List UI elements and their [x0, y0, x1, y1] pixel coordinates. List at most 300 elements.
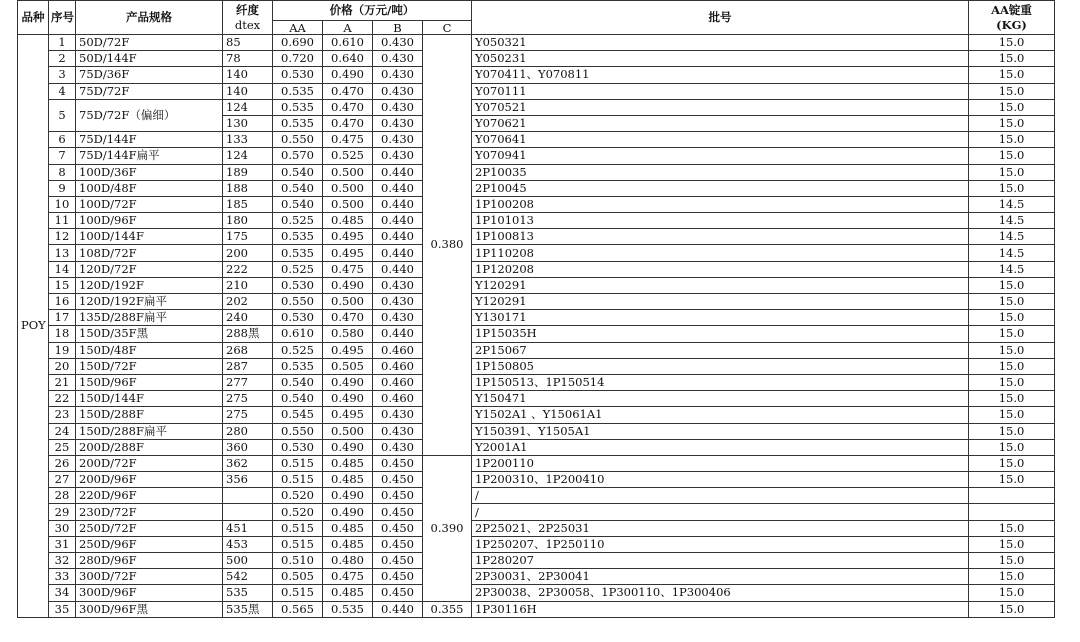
fineness-dtex: 189 — [223, 164, 273, 180]
aa-spindle-weight: 15.0 — [969, 391, 1055, 407]
price-a: 0.490 — [323, 67, 373, 83]
aa-spindle-weight: 15.0 — [969, 342, 1055, 358]
table-row — [18, 35, 1055, 51]
price-b: 0.430 — [373, 294, 423, 310]
price-a: 0.475 — [323, 132, 373, 148]
price-aa: 0.530 — [273, 310, 323, 326]
aa-spindle-weight: 15.0 — [969, 536, 1055, 552]
aa-spindle-weight: 15.0 — [969, 553, 1055, 569]
price-b: 0.430 — [373, 310, 423, 326]
table-row — [18, 407, 1055, 423]
price-a: 0.490 — [323, 504, 373, 520]
row-number: 4 — [49, 83, 76, 99]
price-a: 0.495 — [323, 245, 373, 261]
aa-spindle-weight: 15.0 — [969, 569, 1055, 585]
batch-number: 2P10045 — [472, 180, 969, 196]
table-row — [18, 374, 1055, 390]
row-number: 5 — [49, 99, 76, 131]
price-aa: 0.540 — [273, 180, 323, 196]
fineness-dtex: 85 — [223, 35, 273, 51]
price-b: 0.460 — [373, 358, 423, 374]
table-row — [18, 423, 1055, 439]
price-a: 0.500 — [323, 180, 373, 196]
product-spec: 100D/72F — [76, 196, 223, 212]
fineness-dtex: 78 — [223, 51, 273, 67]
aa-spindle-weight: 15.0 — [969, 294, 1055, 310]
table-row — [18, 148, 1055, 164]
product-spec: 150D/144F — [76, 391, 223, 407]
table-row — [18, 342, 1055, 358]
product-spec: 150D/72F — [76, 358, 223, 374]
product-spec: 75D/72F（偏细） — [76, 99, 223, 131]
fineness-dtex: 133 — [223, 132, 273, 148]
batch-number: 2P25021、2P25031 — [472, 520, 969, 536]
price-a: 0.640 — [323, 51, 373, 67]
product-spec: 100D/48F — [76, 180, 223, 196]
price-a: 0.490 — [323, 374, 373, 390]
table-row — [18, 439, 1055, 455]
batch-number: 1P101013 — [472, 213, 969, 229]
product-spec: 280D/96F — [76, 553, 223, 569]
price-b: 0.430 — [373, 423, 423, 439]
table-row — [18, 51, 1055, 67]
product-spec: 100D/36F — [76, 164, 223, 180]
batch-number: 1P110208 — [472, 245, 969, 261]
row-number: 19 — [49, 342, 76, 358]
fineness-dtex: 185 — [223, 196, 273, 212]
fineness-dtex: 451 — [223, 520, 273, 536]
variety-cell: POY — [18, 35, 49, 618]
row-number: 27 — [49, 472, 76, 488]
row-number: 1 — [49, 35, 76, 51]
table-row — [18, 601, 1055, 617]
price-aa: 0.525 — [273, 213, 323, 229]
price-aa: 0.530 — [273, 277, 323, 293]
header-fineness — [223, 1, 273, 35]
table-row — [18, 310, 1055, 326]
header-grade-c: C — [423, 21, 472, 35]
aa-spindle-weight: 15.0 — [969, 585, 1055, 601]
price-a: 0.485 — [323, 536, 373, 552]
batch-number: Y120291 — [472, 277, 969, 293]
price-b: 0.430 — [373, 51, 423, 67]
price-b: 0.460 — [373, 374, 423, 390]
product-spec: 100D/96F — [76, 213, 223, 229]
table-row — [18, 553, 1055, 569]
row-number: 35 — [49, 601, 76, 617]
product-spec: 100D/144F — [76, 229, 223, 245]
batch-number: Y070411、Y070811 — [472, 67, 969, 83]
table-row — [18, 180, 1055, 196]
table-row — [18, 164, 1055, 180]
product-spec: 50D/72F — [76, 35, 223, 51]
aa-spindle-weight: 14.5 — [969, 196, 1055, 212]
batch-number: 1P100208 — [472, 196, 969, 212]
price-aa: 0.565 — [273, 601, 323, 617]
aa-spindle-weight: 15.0 — [969, 326, 1055, 342]
price-a: 0.480 — [323, 553, 373, 569]
product-spec: 120D/72F — [76, 261, 223, 277]
price-a: 0.500 — [323, 423, 373, 439]
price-a: 0.485 — [323, 455, 373, 471]
price-aa: 0.535 — [273, 245, 323, 261]
batch-number: Y120291 — [472, 294, 969, 310]
batch-number: Y050321 — [472, 35, 969, 51]
table-row — [18, 294, 1055, 310]
price-a: 0.500 — [323, 196, 373, 212]
aa-spindle-weight: 15.0 — [969, 358, 1055, 374]
table-row — [18, 326, 1055, 342]
product-spec: 120D/192F — [76, 277, 223, 293]
product-spec: 50D/144F — [76, 51, 223, 67]
table-row — [18, 520, 1055, 536]
fineness-dtex: 277 — [223, 374, 273, 390]
price-a: 0.580 — [323, 326, 373, 342]
header-weight-unit: (KG) — [996, 17, 1027, 32]
product-spec: 250D/96F — [76, 536, 223, 552]
fineness-dtex: 280 — [223, 423, 273, 439]
aa-spindle-weight: 15.0 — [969, 277, 1055, 293]
aa-spindle-weight: 15.0 — [969, 67, 1055, 83]
row-number: 24 — [49, 423, 76, 439]
batch-number: Y070621 — [472, 115, 969, 131]
fineness-dtex: 124 — [223, 99, 273, 115]
aa-spindle-weight: 15.0 — [969, 148, 1055, 164]
price-aa: 0.550 — [273, 132, 323, 148]
fineness-dtex: 130 — [223, 115, 273, 131]
price-a: 0.525 — [323, 148, 373, 164]
price-b: 0.460 — [373, 342, 423, 358]
row-number: 11 — [49, 213, 76, 229]
product-spec: 250D/72F — [76, 520, 223, 536]
table-row — [18, 99, 1055, 115]
aa-spindle-weight: 15.0 — [969, 423, 1055, 439]
price-a: 0.490 — [323, 439, 373, 455]
fineness-dtex: 542 — [223, 569, 273, 585]
fineness-dtex: 287 — [223, 358, 273, 374]
table-row — [18, 261, 1055, 277]
aa-spindle-weight: 15.0 — [969, 472, 1055, 488]
aa-spindle-weight — [969, 488, 1055, 504]
batch-number: Y1502A1 、Y15061A1 — [472, 407, 969, 423]
header-batch: 批号 — [472, 1, 969, 35]
table-header — [18, 1, 1055, 35]
table-row — [18, 196, 1055, 212]
fineness-dtex: 188 — [223, 180, 273, 196]
price-aa: 0.525 — [273, 261, 323, 277]
aa-spindle-weight: 15.0 — [969, 374, 1055, 390]
row-number: 21 — [49, 374, 76, 390]
fineness-dtex: 268 — [223, 342, 273, 358]
price-aa: 0.515 — [273, 472, 323, 488]
aa-spindle-weight: 15.0 — [969, 99, 1055, 115]
aa-spindle-weight: 15.0 — [969, 601, 1055, 617]
price-aa: 0.515 — [273, 455, 323, 471]
header-weight — [969, 1, 1055, 35]
row-number: 34 — [49, 585, 76, 601]
price-a: 0.470 — [323, 310, 373, 326]
price-b: 0.450 — [373, 504, 423, 520]
table-row — [18, 83, 1055, 99]
header-grade-a: A — [323, 21, 373, 35]
product-spec: 150D/96F — [76, 374, 223, 390]
batch-number: / — [472, 488, 969, 504]
table-row — [18, 585, 1055, 601]
batch-number: 2P10035 — [472, 164, 969, 180]
price-a: 0.485 — [323, 520, 373, 536]
price-b: 0.440 — [373, 601, 423, 617]
batch-number: / — [472, 504, 969, 520]
fineness-dtex: 222 — [223, 261, 273, 277]
row-number: 23 — [49, 407, 76, 423]
table-row — [18, 229, 1055, 245]
header-weight-label: AA锭重 — [991, 2, 1032, 17]
product-spec: 230D/72F — [76, 504, 223, 520]
price-a: 0.500 — [323, 294, 373, 310]
row-number: 14 — [49, 261, 76, 277]
aa-spindle-weight: 15.0 — [969, 83, 1055, 99]
price-b: 0.450 — [373, 488, 423, 504]
product-spec: 75D/144F — [76, 132, 223, 148]
price-b: 0.450 — [373, 585, 423, 601]
price-a: 0.470 — [323, 115, 373, 131]
product-spec: 150D/35F黑 — [76, 326, 223, 342]
price-a: 0.485 — [323, 585, 373, 601]
table-row — [18, 504, 1055, 520]
price-aa: 0.530 — [273, 439, 323, 455]
table-body — [18, 35, 1055, 618]
fineness-dtex: 140 — [223, 67, 273, 83]
price-b: 0.430 — [373, 277, 423, 293]
price-b: 0.430 — [373, 132, 423, 148]
price-aa: 0.540 — [273, 391, 323, 407]
aa-spindle-weight: 14.5 — [969, 261, 1055, 277]
product-spec: 200D/288F — [76, 439, 223, 455]
row-number: 20 — [49, 358, 76, 374]
product-spec: 300D/96F — [76, 585, 223, 601]
row-number: 26 — [49, 455, 76, 471]
price-b: 0.440 — [373, 261, 423, 277]
table-row — [18, 488, 1055, 504]
fineness-dtex: 124 — [223, 148, 273, 164]
price-aa: 0.535 — [273, 358, 323, 374]
table-row — [18, 358, 1055, 374]
aa-spindle-weight: 15.0 — [969, 115, 1055, 131]
table-row — [18, 391, 1055, 407]
price-a: 0.490 — [323, 277, 373, 293]
product-spec: 75D/36F — [76, 67, 223, 83]
table-row — [18, 277, 1055, 293]
row-number: 6 — [49, 132, 76, 148]
aa-spindle-weight — [969, 504, 1055, 520]
batch-number: 2P15067 — [472, 342, 969, 358]
row-number: 15 — [49, 277, 76, 293]
price-a: 0.475 — [323, 569, 373, 585]
price-a: 0.535 — [323, 601, 373, 617]
row-number: 3 — [49, 67, 76, 83]
row-number: 13 — [49, 245, 76, 261]
batch-number: Y070521 — [472, 99, 969, 115]
price-aa: 0.610 — [273, 326, 323, 342]
price-b: 0.450 — [373, 455, 423, 471]
aa-spindle-weight: 15.0 — [969, 310, 1055, 326]
batch-number: 1P200110 — [472, 455, 969, 471]
price-aa: 0.550 — [273, 294, 323, 310]
row-number: 32 — [49, 553, 76, 569]
price-b: 0.430 — [373, 115, 423, 131]
header-fineness-label: 纤度 — [236, 2, 259, 17]
table-row — [18, 213, 1055, 229]
fineness-dtex: 360 — [223, 439, 273, 455]
price-b: 0.450 — [373, 569, 423, 585]
row-number: 30 — [49, 520, 76, 536]
fineness-dtex: 535黑 — [223, 601, 273, 617]
price-aa: 0.520 — [273, 504, 323, 520]
aa-spindle-weight: 15.0 — [969, 35, 1055, 51]
price-b: 0.450 — [373, 472, 423, 488]
row-number: 22 — [49, 391, 76, 407]
price-aa: 0.550 — [273, 423, 323, 439]
aa-spindle-weight: 14.5 — [969, 213, 1055, 229]
price-a: 0.485 — [323, 213, 373, 229]
price-b: 0.430 — [373, 407, 423, 423]
price-aa: 0.540 — [273, 374, 323, 390]
price-a: 0.495 — [323, 342, 373, 358]
price-b: 0.440 — [373, 245, 423, 261]
product-spec: 135D/288F扁平 — [76, 310, 223, 326]
batch-number: 1P15035H — [472, 326, 969, 342]
row-number: 8 — [49, 164, 76, 180]
batch-number: 1P150513、1P150514 — [472, 374, 969, 390]
batch-number: Y070641 — [472, 132, 969, 148]
product-spec: 120D/192F扁平 — [76, 294, 223, 310]
price-a: 0.495 — [323, 229, 373, 245]
product-spec: 220D/96F — [76, 488, 223, 504]
batch-number: 2P30031、2P30041 — [472, 569, 969, 585]
price-c: 0.380 — [423, 35, 472, 456]
header-spec: 产品规格 — [76, 1, 223, 35]
batch-number: 2P30038、2P30058、1P300110、1P300406 — [472, 585, 969, 601]
product-spec: 150D/48F — [76, 342, 223, 358]
price-aa: 0.545 — [273, 407, 323, 423]
price-b: 0.440 — [373, 196, 423, 212]
price-a: 0.610 — [323, 35, 373, 51]
product-spec: 150D/288F — [76, 407, 223, 423]
fineness-dtex: 202 — [223, 294, 273, 310]
product-spec: 75D/72F — [76, 83, 223, 99]
row-number: 16 — [49, 294, 76, 310]
batch-number: Y070941 — [472, 148, 969, 164]
price-b: 0.440 — [373, 164, 423, 180]
fineness-dtex: 200 — [223, 245, 273, 261]
aa-spindle-weight: 14.5 — [969, 229, 1055, 245]
fineness-dtex: 275 — [223, 407, 273, 423]
fineness-dtex: 210 — [223, 277, 273, 293]
row-number: 12 — [49, 229, 76, 245]
price-b: 0.450 — [373, 536, 423, 552]
price-b: 0.440 — [373, 326, 423, 342]
price-b: 0.450 — [373, 520, 423, 536]
fineness-dtex: 535 — [223, 585, 273, 601]
price-b: 0.430 — [373, 35, 423, 51]
price-aa: 0.510 — [273, 553, 323, 569]
fineness-dtex: 362 — [223, 455, 273, 471]
batch-number: 1P200310、1P200410 — [472, 472, 969, 488]
price-aa: 0.540 — [273, 164, 323, 180]
price-b: 0.460 — [373, 391, 423, 407]
batch-number: Y2001A1 — [472, 439, 969, 455]
table-row — [18, 132, 1055, 148]
header-variety: 品种 — [18, 1, 49, 35]
aa-spindle-weight: 15.0 — [969, 520, 1055, 536]
price-a: 0.500 — [323, 164, 373, 180]
product-spec: 108D/72F — [76, 245, 223, 261]
price-b: 0.440 — [373, 229, 423, 245]
price-a: 0.490 — [323, 488, 373, 504]
aa-spindle-weight: 15.0 — [969, 164, 1055, 180]
price-aa: 0.535 — [273, 99, 323, 115]
batch-number: Y150471 — [472, 391, 969, 407]
row-number: 17 — [49, 310, 76, 326]
row-number: 29 — [49, 504, 76, 520]
product-spec: 200D/72F — [76, 455, 223, 471]
price-aa: 0.570 — [273, 148, 323, 164]
price-aa: 0.505 — [273, 569, 323, 585]
row-number: 25 — [49, 439, 76, 455]
batch-number: Y130171 — [472, 310, 969, 326]
product-spec: 300D/96F黑 — [76, 601, 223, 617]
table-row — [18, 569, 1055, 585]
price-a: 0.505 — [323, 358, 373, 374]
price-b: 0.440 — [373, 180, 423, 196]
price-b: 0.430 — [373, 439, 423, 455]
price-b: 0.440 — [373, 213, 423, 229]
price-table — [17, 0, 1055, 618]
batch-number: 1P280207 — [472, 553, 969, 569]
table-row — [18, 455, 1055, 471]
fineness-dtex: 240 — [223, 310, 273, 326]
price-aa: 0.535 — [273, 83, 323, 99]
fineness-dtex: 180 — [223, 213, 273, 229]
batch-number: 1P100813 — [472, 229, 969, 245]
price-a: 0.490 — [323, 391, 373, 407]
price-a: 0.495 — [323, 407, 373, 423]
price-aa: 0.515 — [273, 585, 323, 601]
row-number: 7 — [49, 148, 76, 164]
aa-spindle-weight: 15.0 — [969, 407, 1055, 423]
price-aa: 0.515 — [273, 536, 323, 552]
price-aa: 0.535 — [273, 115, 323, 131]
price-aa: 0.530 — [273, 67, 323, 83]
row-number: 28 — [49, 488, 76, 504]
aa-spindle-weight: 15.0 — [969, 132, 1055, 148]
fineness-dtex: 356 — [223, 472, 273, 488]
fineness-dtex: 140 — [223, 83, 273, 99]
fineness-dtex: 175 — [223, 229, 273, 245]
batch-number: 1P30116H — [472, 601, 969, 617]
aa-spindle-weight: 15.0 — [969, 180, 1055, 196]
price-aa: 0.690 — [273, 35, 323, 51]
row-number: 31 — [49, 536, 76, 552]
header-price: 价格（万元/吨） — [273, 1, 472, 21]
fineness-dtex — [223, 504, 273, 520]
fineness-dtex: 275 — [223, 391, 273, 407]
batch-number: 1P250207、1P250110 — [472, 536, 969, 552]
price-a: 0.485 — [323, 472, 373, 488]
aa-spindle-weight: 15.0 — [969, 455, 1055, 471]
price-aa: 0.540 — [273, 196, 323, 212]
price-b: 0.430 — [373, 148, 423, 164]
